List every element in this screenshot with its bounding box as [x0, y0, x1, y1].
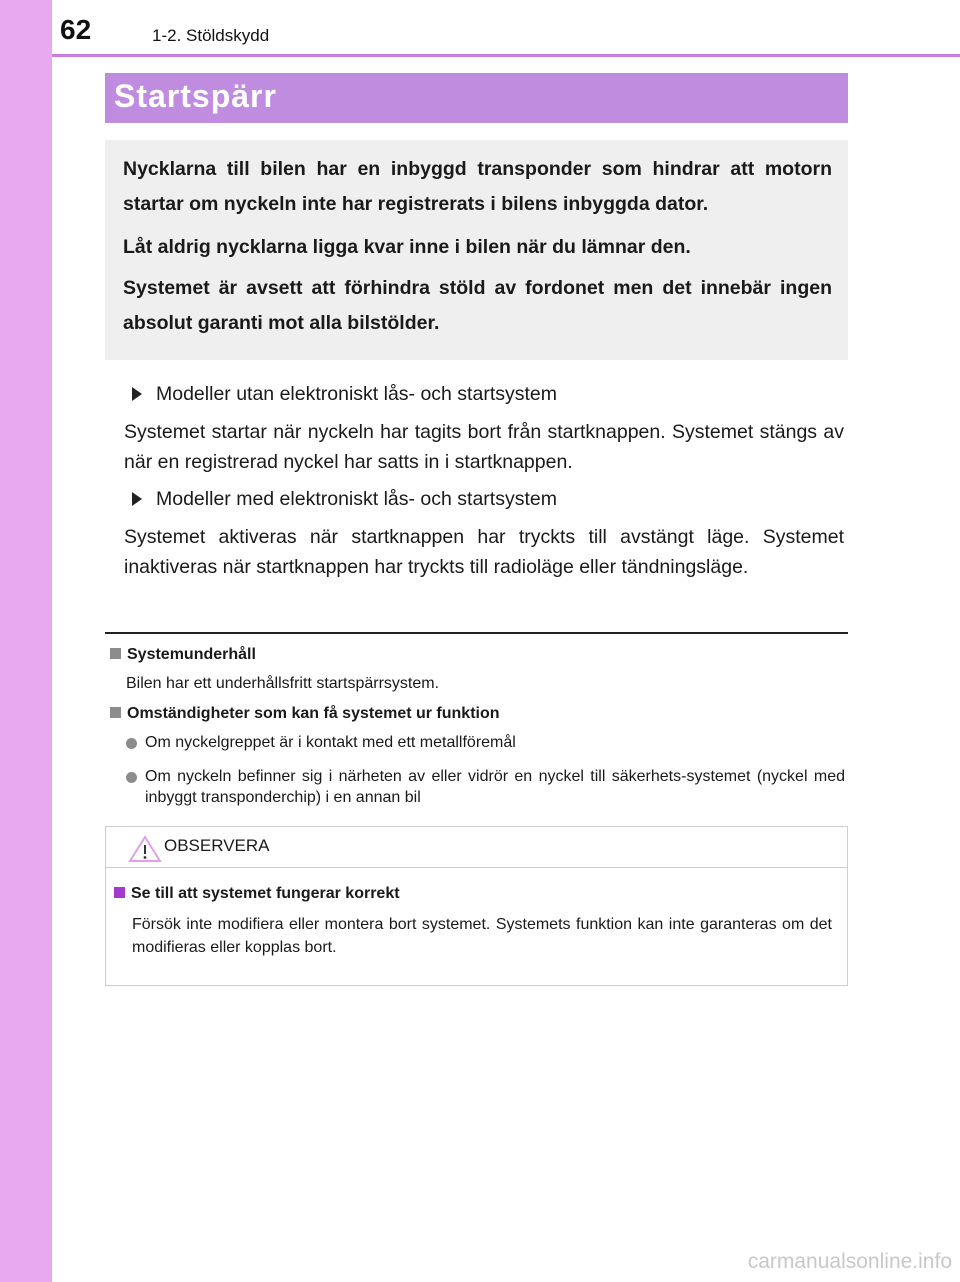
variant-heading [124, 379, 844, 409]
square-bullet-icon [110, 648, 121, 659]
square-bullet-icon [114, 887, 125, 898]
bullet-item: Om nyckelgreppet är i kontakt med ett metallföremål [145, 734, 516, 751]
intro-paragraph: Låt aldrig nycklarna ligga kvar inne i bilen när du lämnar den. [123, 236, 691, 258]
section-divider [105, 632, 848, 634]
bullet-item: Om nyckeln befinner sig i närheten av eller vidrör en nyckel till säkerhets-systemet (nyckel med inbyggt transponderchip) i en annan bil [145, 768, 845, 806]
round-bullet-icon [126, 738, 137, 749]
note-heading [110, 703, 500, 725]
variant-heading-text: Modeller med elektroniskt lås- och startsystem [156, 488, 557, 510]
caution-heading [114, 883, 400, 905]
side-color-band [0, 0, 52, 1282]
intro-box [105, 140, 848, 360]
variant-block [124, 379, 844, 477]
intro-paragraph: Nycklarna till bilen har en inbyggd transponder som hindrar att motorn startar om nyckeln inte har registrerats i bilens inbyggda dator. [123, 158, 832, 215]
caution-box [105, 826, 848, 986]
variant-body: Systemet startar när nyckeln har tagits bort från startknappen. Systemet stängs av när en registrerad nyckel har satts in i startknappen. [124, 421, 844, 473]
header-rule [52, 54, 960, 57]
intro-paragraph: Systemet är avsett att förhindra stöld av fordonet men det innebär ingen absolut garanti mot alla bilstölder. [123, 277, 832, 334]
caution-header [106, 827, 847, 868]
round-bullet-icon [126, 772, 137, 783]
triangle-bullet-icon [132, 492, 142, 506]
note-heading-text: Omständigheter som kan få systemet ur funktion [127, 705, 500, 722]
caution-heading-text: Se till att systemet fungerar korrekt [131, 885, 400, 902]
caution-title: OBSERVERA [164, 836, 270, 855]
variant-body: Systemet aktiveras när startknappen har tryckts till avstängt läge. Systemet inaktiveras när startknappen har tryckts till radioläge eller tändningsläge. [124, 526, 844, 578]
caution-text: Försök inte modifiera eller montera bort systemet. Systemets funktion kan inte garanteras om det modifieras eller kopplas bort. [132, 916, 832, 956]
running-head: 1-2. Stöldskydd [152, 26, 270, 45]
variant-heading [124, 484, 844, 514]
variant-block [124, 484, 844, 582]
square-bullet-icon [110, 707, 121, 718]
warning-triangle-icon [128, 835, 162, 868]
page-number: 62 [60, 14, 92, 45]
note-heading-text: Systemunderhåll [127, 646, 256, 663]
watermark: carmanualsonline.info [747, 1250, 952, 1273]
triangle-bullet-icon [132, 387, 142, 401]
note-text: Bilen har ett underhållsfritt startspärrsystem. [126, 675, 440, 692]
section-title: Startspärr [114, 78, 277, 114]
note-heading [110, 644, 256, 666]
variant-heading-text: Modeller utan elektroniskt lås- och startsystem [156, 383, 557, 405]
